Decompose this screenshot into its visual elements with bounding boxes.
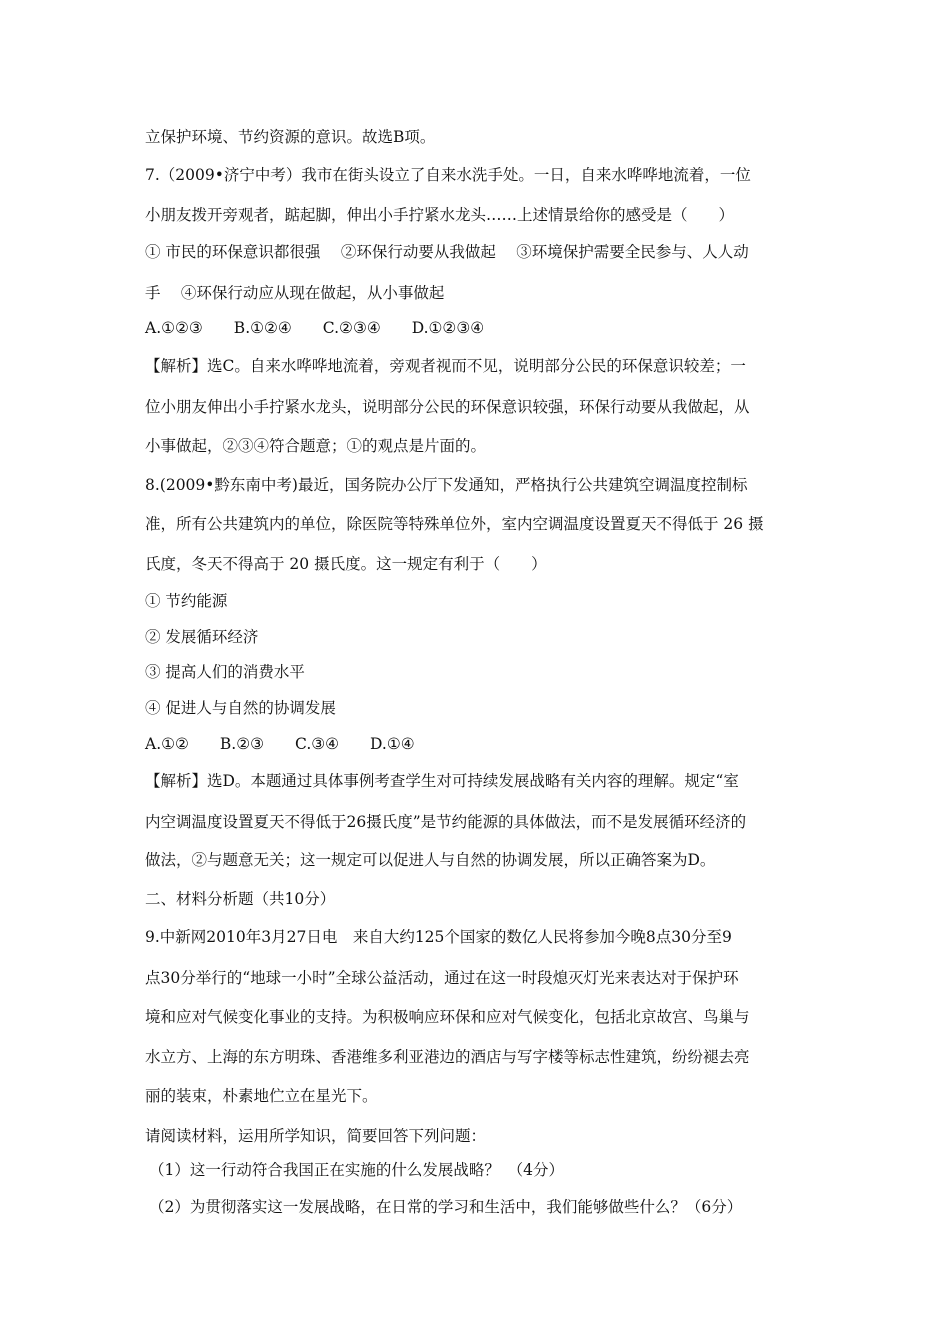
- answer-7-line-1: 【解析】选C。自来水哗哗地流着，旁观者视而不见，说明部分公民的环保意识较差；一: [145, 357, 746, 375]
- answer-8-line-2: 内空调温度设置夏天不得低于26摄氏度”是节约能源的具体做法，而不是发展循环经济的: [145, 813, 747, 831]
- question-8-line-3: 氏度，冬天不得高于 20 摄氏度。这一规定有利于（ ）: [145, 555, 547, 573]
- question-9-line-2: 点30分举行的“地球一小时”全球公益活动，通过在这一时段熄灭灯光来表达对于保护环: [145, 969, 739, 987]
- question-8-statement-2: ② 发展循环经济: [145, 628, 259, 646]
- question-7-options: A.①②③ B.①②④ C.②③④ D.①②③④: [145, 319, 485, 337]
- question-9-subquestion-1: （1）这一行动符合我国正在实施的什么发展战略？ （4分）: [149, 1161, 564, 1179]
- question-7-statements-line-1: ① 市民的环保意识都很强 ②环保行动要从我做起 ③环境保护需要全民参与、人人动: [145, 243, 749, 261]
- question-9-instruction: 请阅读材料，运用所学知识，简要回答下列问题：: [145, 1127, 487, 1145]
- question-9-line-4: 水立方、上海的东方明珠、香港维多利亚港边的酒店与写字楼等标志性建筑，纷纷褪去亮: [145, 1048, 750, 1066]
- section-heading-material-analysis: 二、材料分析题（共10分）: [145, 890, 336, 908]
- question-7-line-2: 小朋友拨开旁观者，踮起脚，伸出小手拧紧水龙头……上述情景给你的感受是（ ）: [145, 206, 735, 224]
- question-9-line-1: 9.中新网2010年3月27日电 来自大约125个国家的数亿人民将参加今晚8点30分至9: [145, 928, 732, 946]
- question-9-line-5: 丽的装束，朴素地伫立在星光下。: [145, 1087, 378, 1105]
- question-7-statements-line-2: 手 ④环保行动应从现在做起，从小事做起: [145, 284, 445, 302]
- question-8-line-1: 8.(2009•黔东南中考)最近，国务院办公厅下发通知，严格执行公共建筑空调温度控制标: [145, 476, 748, 494]
- question-9-line-3: 境和应对气候变化事业的支持。为积极响应环保和应对气候变化，包括北京故宫、鸟巢与: [145, 1008, 750, 1026]
- question-8-options: A.①② B.②③ C.③④ D.①④: [145, 735, 415, 753]
- question-8-line-2: 准，所有公共建筑内的单位，除医院等特殊单位外，室内空调温度设置夏天不得低于 26 摄: [145, 515, 764, 533]
- question-8-statement-4: ④ 促进人与自然的协调发展: [145, 699, 336, 717]
- answer-8-line-1: 【解析】选D。本题通过具体事例考查学生对可持续发展战略有关内容的理解。规定“室: [145, 772, 739, 790]
- question-8-statement-3: ③ 提高人们的消费水平: [145, 663, 305, 681]
- question-8-statement-1: ① 节约能源: [145, 592, 228, 610]
- answer-7-line-2: 位小朋友伸出小手拧紧水龙头，说明部分公民的环保意识较强，环保行动要从我做起，从: [145, 398, 750, 416]
- answer-6-tail: 立保护环境、节约资源的意识。故选B项。: [145, 128, 436, 146]
- question-7-line-1: 7.（2009•济宁中考）我市在街头设立了自来水洗手处。一日，自来水哗哗地流着，一位: [145, 166, 751, 184]
- question-9-subquestion-2: （2）为贯彻落实这一发展战略，在日常的学习和生活中，我们能够做些什么？（6分）: [149, 1198, 743, 1216]
- answer-8-line-3: 做法，②与题意无关；这一规定可以促进人与自然的协调发展，所以正确答案为D。: [145, 851, 716, 869]
- answer-7-line-3: 小事做起，②③④符合题意；①的观点是片面的。: [145, 437, 487, 455]
